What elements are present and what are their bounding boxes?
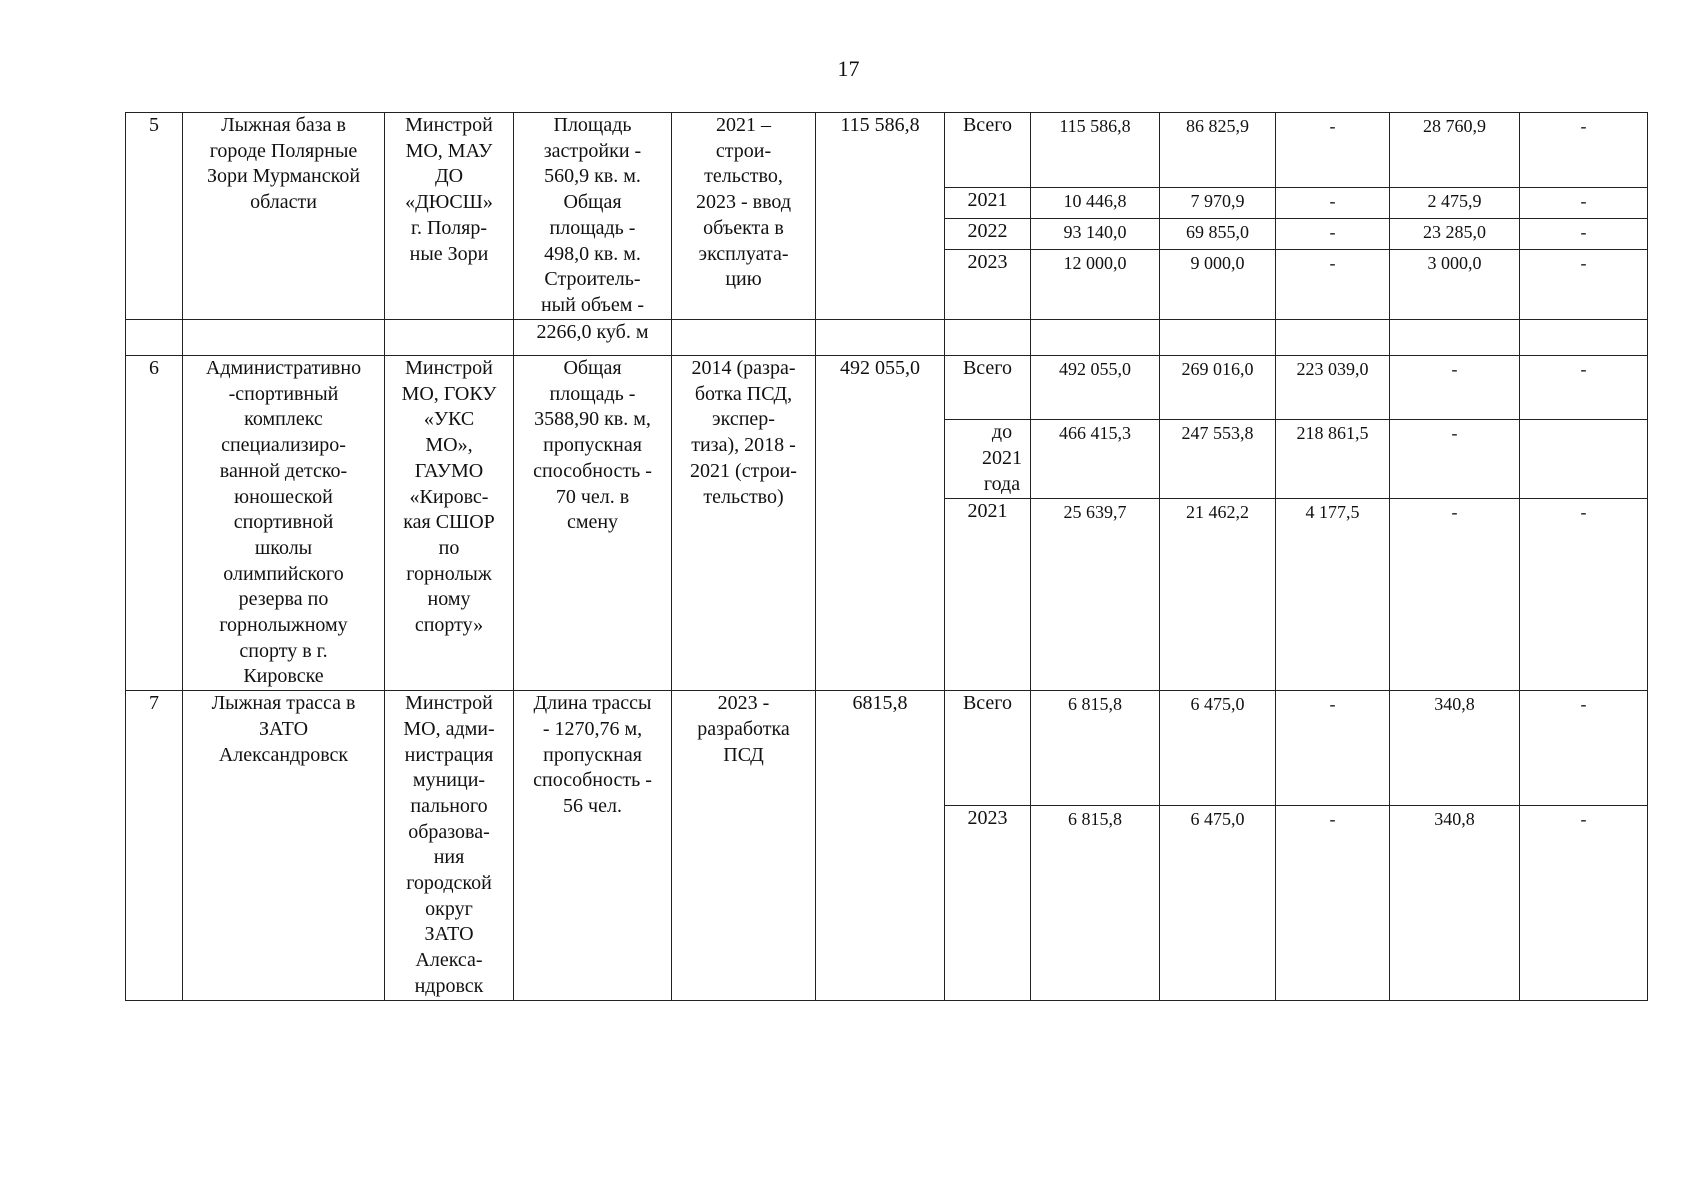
federal-budget-cell: 6 475,0: [1160, 806, 1276, 1000]
total-cell: 10 446,8: [1031, 188, 1160, 219]
row-number: 7: [126, 691, 183, 1000]
estimated-cost: 6815,8: [816, 691, 945, 1000]
regional-budget-cell: -: [1276, 806, 1390, 1000]
page-number: 17: [837, 56, 860, 81]
investment-table: [125, 112, 1648, 1001]
local-budget-cell: -: [1390, 420, 1520, 499]
federal-budget-cell: 21 462,2: [1160, 499, 1276, 691]
year-cell: Всего: [945, 691, 1031, 806]
year-cell: до 2021 года: [945, 420, 1031, 499]
federal-budget-cell: 86 825,9: [1160, 113, 1276, 188]
regional-budget-cell: -: [1276, 691, 1390, 806]
responsible-party: Минстрой МО, МАУ ДО «ДЮСШ» г. Поляр- ные Зори: [385, 113, 514, 320]
federal-budget-cell: 9 000,0: [1160, 250, 1276, 320]
other-sources-cell: -: [1520, 188, 1648, 219]
year-cell: Всего: [945, 356, 1031, 420]
regional-budget-cell: 4 177,5: [1276, 499, 1390, 691]
implementation-period: 2023 - разработка ПСД: [672, 691, 816, 1000]
regional-budget-cell: 223 039,0: [1276, 356, 1390, 420]
empty-cell: [1160, 320, 1276, 356]
regional-budget-cell: -: [1276, 113, 1390, 188]
local-budget-cell: 23 285,0: [1390, 219, 1520, 250]
table-row: [126, 113, 1648, 188]
row-number: 6: [126, 356, 183, 691]
regional-budget-cell: -: [1276, 188, 1390, 219]
empty-cell: [183, 320, 385, 356]
federal-budget-cell: 247 553,8: [1160, 420, 1276, 499]
empty-cell: [126, 320, 183, 356]
empty-cell: [385, 320, 514, 356]
table-row: [126, 320, 1648, 356]
year-cell: 2022: [945, 219, 1031, 250]
total-cell: 466 415,3: [1031, 420, 1160, 499]
local-budget-cell: -: [1390, 499, 1520, 691]
year-cell: 2023: [945, 250, 1031, 320]
local-budget-cell: 3 000,0: [1390, 250, 1520, 320]
federal-budget-cell: 69 855,0: [1160, 219, 1276, 250]
other-sources-cell: -: [1520, 499, 1648, 691]
other-sources-cell: -: [1520, 806, 1648, 1000]
year-cell: Всего: [945, 113, 1031, 188]
local-budget-cell: 28 760,9: [1390, 113, 1520, 188]
empty-cell: [1031, 320, 1160, 356]
object-capacity: Общая площадь - 3588,90 кв. м, пропускная способность - 70 чел. в смену: [514, 356, 672, 691]
object-capacity: Площадь застройки - 560,9 кв. м. Общая площадь - 498,0 кв. м. Строитель- ный объем -: [514, 113, 672, 320]
federal-budget-cell: 6 475,0: [1160, 691, 1276, 806]
total-cell: 115 586,8: [1031, 113, 1160, 188]
object-capacity: Длина трассы - 1270,76 м, пропускная способность - 56 чел.: [514, 691, 672, 1000]
local-budget-cell: 340,8: [1390, 691, 1520, 806]
object-capacity-continued: 2266,0 куб. м: [514, 320, 672, 356]
implementation-period: 2014 (разра- ботка ПСД, экспер- тиза), 2018 - 2021 (строи- тельство): [672, 356, 816, 691]
other-sources-cell: [1520, 420, 1648, 499]
local-budget-cell: 340,8: [1390, 806, 1520, 1000]
responsible-party: Минстрой МО, ГОКУ «УКС МО», ГАУМО «Кировс- кая СШОР по горнолыж ному спорту»: [385, 356, 514, 691]
federal-budget-cell: 269 016,0: [1160, 356, 1276, 420]
object-name: Административно -спортивный комплекс специализиро- ванной детско- юношеской спортивной школы олимпийского резерва по горнолыжному спорту в г. Кировске: [183, 356, 385, 691]
estimated-cost: 115 586,8: [816, 113, 945, 320]
estimated-cost: 492 055,0: [816, 356, 945, 691]
row-number: 5: [126, 113, 183, 320]
regional-budget-cell: 218 861,5: [1276, 420, 1390, 499]
regional-budget-cell: -: [1276, 219, 1390, 250]
other-sources-cell: -: [1520, 356, 1648, 420]
year-cell: 2021: [945, 188, 1031, 219]
empty-cell: [1390, 320, 1520, 356]
other-sources-cell: -: [1520, 250, 1648, 320]
total-cell: 12 000,0: [1031, 250, 1160, 320]
other-sources-cell: -: [1520, 113, 1648, 188]
responsible-party: Минстрой МО, адми- нистрация муници- пального образова- ния городской округ ЗАТО Алекса- ндровск: [385, 691, 514, 1000]
other-sources-cell: -: [1520, 219, 1648, 250]
implementation-period: 2021 – строи- тельство, 2023 - ввод объекта в эксплуата- цию: [672, 113, 816, 320]
empty-cell: [1520, 320, 1648, 356]
total-cell: 93 140,0: [1031, 219, 1160, 250]
empty-cell: [945, 320, 1031, 356]
table-row: [126, 356, 1648, 420]
object-name: Лыжная трасса в ЗАТО Александровск: [183, 691, 385, 1000]
year-cell: 2021: [945, 499, 1031, 691]
other-sources-cell: -: [1520, 691, 1648, 806]
empty-cell: [672, 320, 816, 356]
total-cell: 6 815,8: [1031, 806, 1160, 1000]
total-cell: 25 639,7: [1031, 499, 1160, 691]
empty-cell: [816, 320, 945, 356]
total-cell: 492 055,0: [1031, 356, 1160, 420]
empty-cell: [1276, 320, 1390, 356]
local-budget-cell: -: [1390, 356, 1520, 420]
federal-budget-cell: 7 970,9: [1160, 188, 1276, 219]
local-budget-cell: 2 475,9: [1390, 188, 1520, 219]
object-name: Лыжная база в городе Полярные Зори Мурманской области: [183, 113, 385, 320]
regional-budget-cell: -: [1276, 250, 1390, 320]
year-cell: 2023: [945, 806, 1031, 1000]
total-cell: 6 815,8: [1031, 691, 1160, 806]
table-row: [126, 691, 1648, 806]
